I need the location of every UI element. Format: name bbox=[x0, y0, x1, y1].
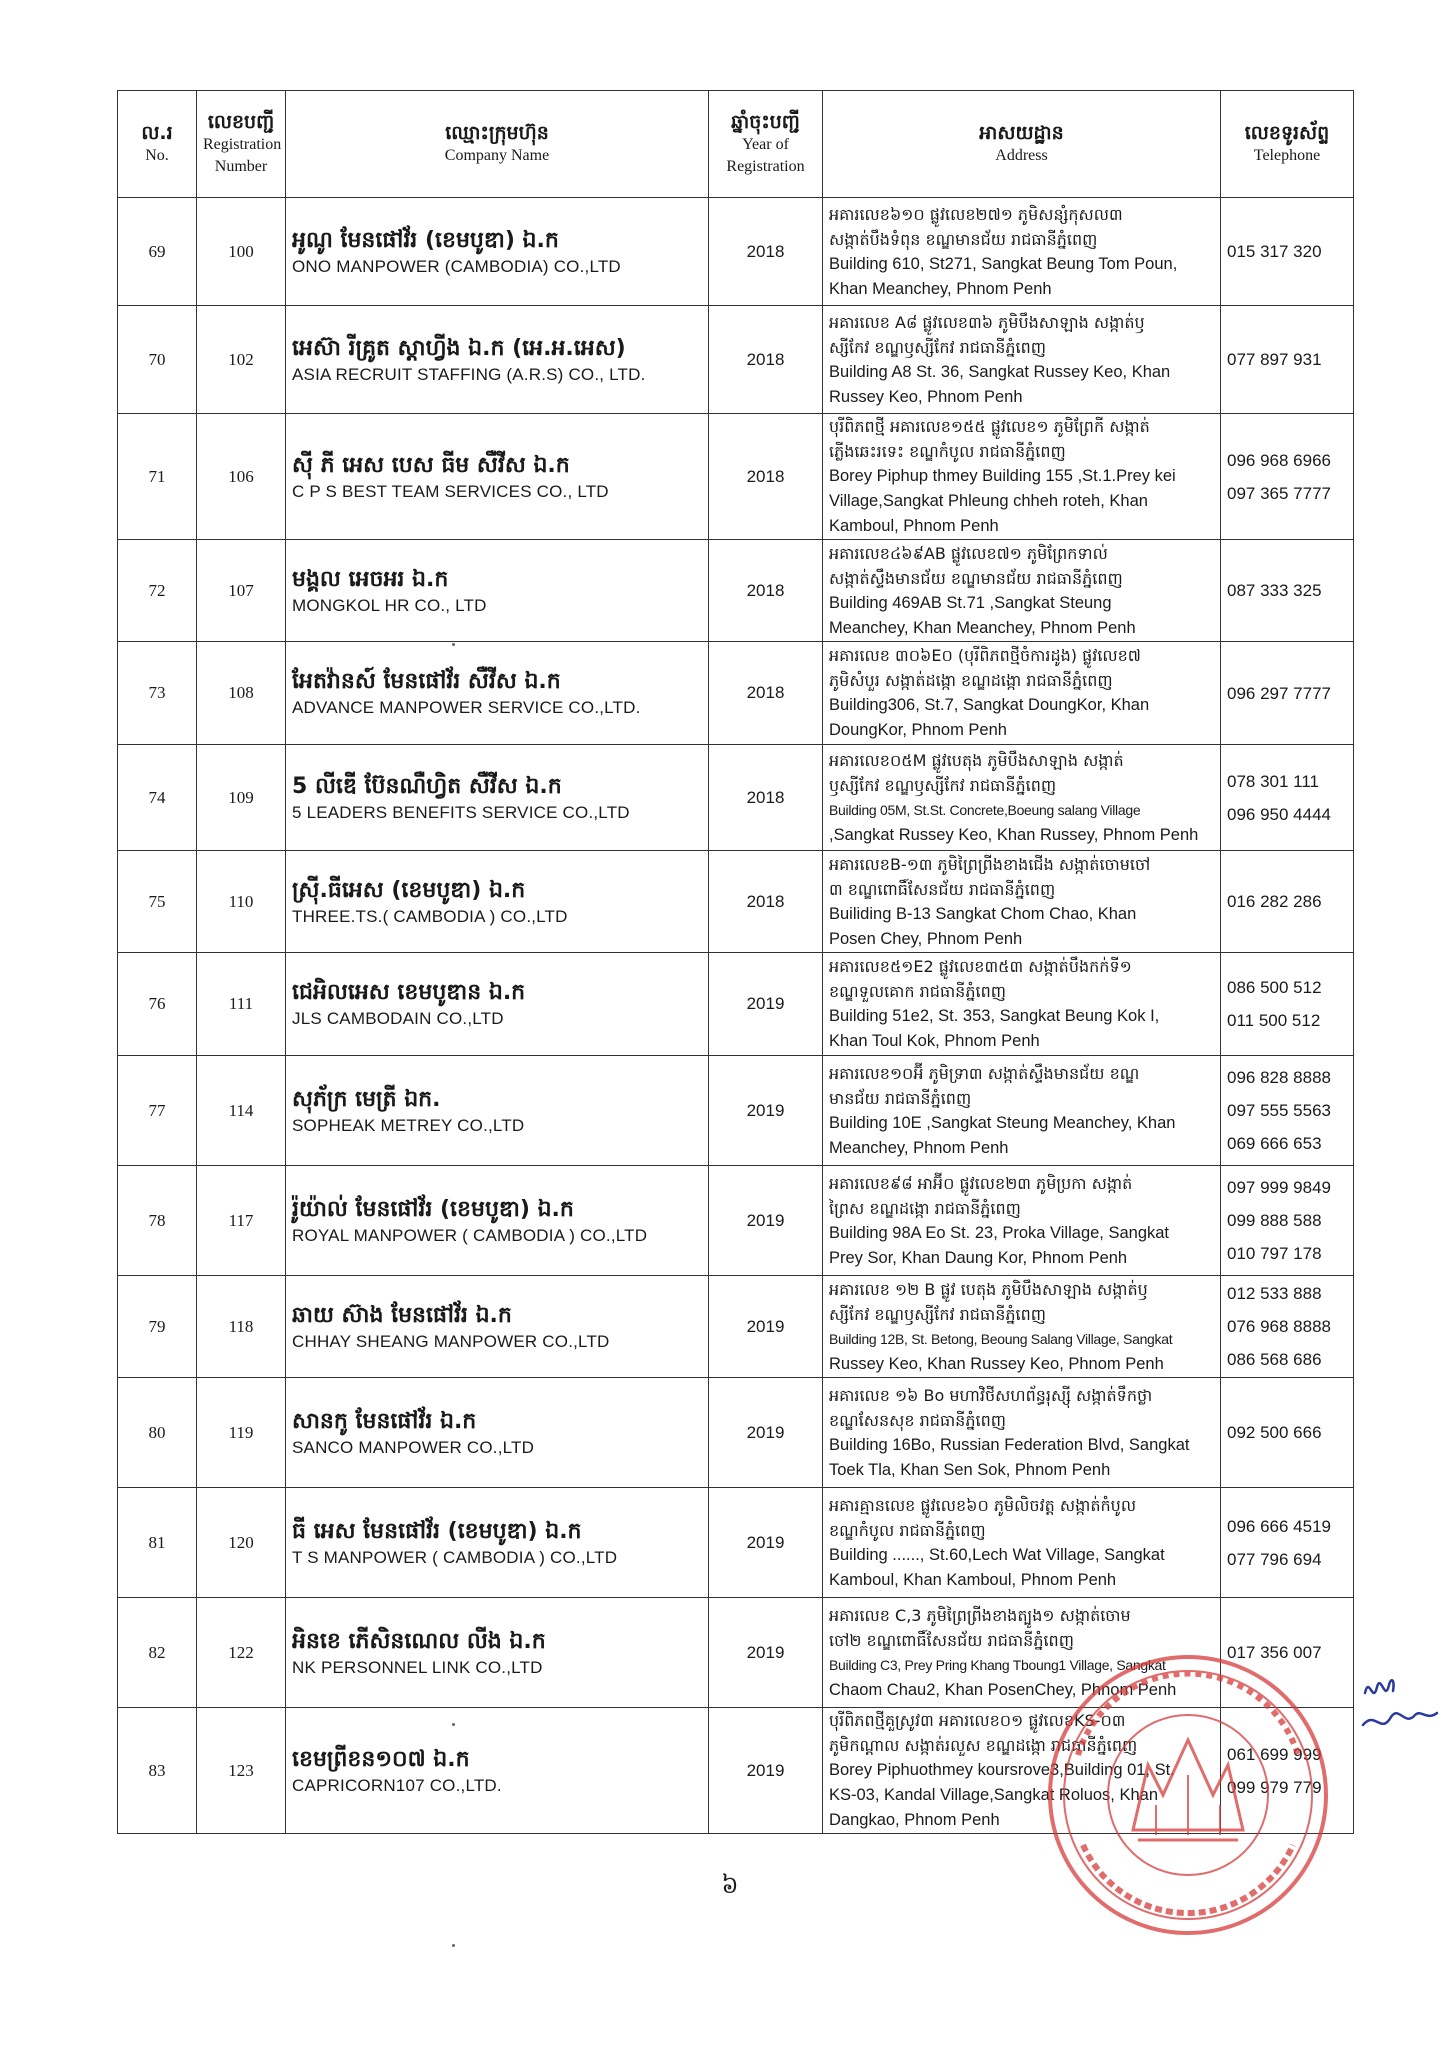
telephone-number: 011 500 512 bbox=[1227, 1011, 1321, 1030]
telephone-number: 096 950 4444 bbox=[1227, 804, 1331, 824]
address-line: Building 469AB St.71 ,Sangkat Steung bbox=[829, 593, 1112, 612]
company-name-english: THREE.TS.( CAMBODIA ) CO.,LTD bbox=[292, 906, 568, 926]
address-line: KS-03, Kandal Village,Sangkat Roluos, Khan bbox=[829, 1786, 1159, 1804]
address-cell bbox=[823, 745, 1221, 851]
telephone-cell bbox=[1221, 642, 1354, 745]
company-name-khmer: ជេអិលអេស ខេមបូឌាន ឯ.ក bbox=[292, 980, 526, 1005]
registration-year-cell: 2018 bbox=[709, 745, 823, 851]
header-registration-number: លេខបញ្ជី Registration Number bbox=[197, 91, 286, 198]
telephone-cell bbox=[1221, 1276, 1354, 1378]
company-name-khmer: ខេមព្រីខន១០៧ ឯ.ក bbox=[292, 1746, 470, 1772]
address-line: ភូមិកណ្តាល សង្កាត់រលួស ខណ្ឌដង្កោ រាជធានីភ្នំពេញ bbox=[829, 1736, 1138, 1755]
address-line: បុរីពិភពថ្មី អគារលេខ១៥៥ ផ្លូវលេខ១ ភូមិព្រែកី សង្កាត់ bbox=[829, 417, 1150, 436]
registration-year-cell: 2019 bbox=[709, 1276, 823, 1378]
company-name-khmer: អូណូ មែនផៅវ័រ (ខេមបូឌា) ឯ.ក bbox=[292, 227, 559, 253]
company-name-khmer: អិនខេ ភើសិនណេល លីង ឯ.ក bbox=[292, 1628, 546, 1654]
company-name-khmer: ស្រ៊ី.ធីអេស (ខេមបូឌា) ឯ.ក bbox=[292, 877, 526, 903]
address-cell bbox=[823, 306, 1221, 414]
handwritten-signature bbox=[1355, 1665, 1445, 1745]
address-line: Russey Keo, Phnom Penh bbox=[829, 387, 1023, 406]
telephone-number: 096 297 7777 bbox=[1227, 683, 1331, 703]
table-header-row bbox=[118, 91, 1354, 198]
registration-number-cell: 114 bbox=[197, 1056, 286, 1166]
row-number-cell: 70 bbox=[118, 306, 197, 414]
company-name-cell bbox=[286, 1056, 709, 1166]
company-name-cell bbox=[286, 1276, 709, 1378]
address-line: Khan Toul Kok, Phnom Penh bbox=[829, 1032, 1040, 1050]
telephone-number: 012 533 888 bbox=[1227, 1284, 1322, 1303]
address-line: អគារលេខ ៣០៦E០ (បុរីពិភពថ្មីចំការដូង) ផ្លូវលេខ៧ bbox=[829, 646, 1141, 665]
address-line: អគារលេខ ១៦ Bo មហាវិថីសហព័ន្ធរុស្ស៊ី សង្កាត់ទឹកថ្លា bbox=[829, 1385, 1153, 1405]
telephone-number: 078 301 111 bbox=[1227, 771, 1320, 791]
company-name-english: ONO MANPOWER (CAMBODIA) CO.,LTD bbox=[292, 256, 621, 276]
row-number-cell: 79 bbox=[118, 1276, 197, 1378]
telephone-cell bbox=[1221, 540, 1354, 642]
address-cell bbox=[823, 540, 1221, 642]
scan-speck bbox=[452, 643, 455, 646]
telephone-cell bbox=[1221, 306, 1354, 414]
registration-year-cell: 2018 bbox=[709, 198, 823, 306]
registration-number-cell: 120 bbox=[197, 1488, 286, 1598]
address-line: ,Sangkat Russey Keo, Khan Russey, Phnom Penh bbox=[829, 825, 1199, 844]
row-number-cell: 76 bbox=[118, 953, 197, 1056]
company-name-cell bbox=[286, 414, 709, 540]
header-address: អាសយដ្ឋាន Address bbox=[823, 91, 1221, 198]
telephone-cell bbox=[1221, 414, 1354, 540]
company-name-cell bbox=[286, 851, 709, 953]
row-number-cell: 80 bbox=[118, 1378, 197, 1488]
table-row bbox=[118, 414, 1354, 540]
registration-year-cell: 2018 bbox=[709, 414, 823, 540]
telephone-number: 015 317 320 bbox=[1227, 242, 1322, 261]
company-name-english: SOPHEAK METREY CO.,LTD bbox=[292, 1115, 525, 1135]
address-line: ខណ្ឌសែនសុខ រាជធានីភ្នំពេញ bbox=[829, 1410, 1006, 1430]
table-row bbox=[118, 642, 1354, 745]
telephone-number: 061 699 999 bbox=[1227, 1744, 1322, 1764]
address-line: សង្កាត់បឹងទំពុន ខណ្ឌមានជ័យ រាជធានីភ្នំពេញ bbox=[829, 229, 1098, 249]
company-name-khmer: ឆាយ ស៊ាង មែនផៅវ័រ ឯ.ក bbox=[292, 1302, 512, 1328]
address-line: Building 12B, St. Betong, Beoung Salang Village, Sangkat bbox=[829, 1330, 1173, 1347]
telephone-number: 086 500 512 bbox=[1227, 978, 1322, 997]
registration-number-cell: 108 bbox=[197, 642, 286, 745]
address-line: DoungKor, Phnom Penh bbox=[829, 721, 1007, 739]
row-number-cell: 81 bbox=[118, 1488, 197, 1598]
address-line: Building A8 St. 36, Sangkat Russey Keo, Khan bbox=[829, 362, 1171, 381]
page-number: ៦ bbox=[721, 1871, 739, 1899]
telephone-number: 077 796 694 bbox=[1227, 1549, 1322, 1569]
table-row bbox=[118, 851, 1354, 953]
address-line: Building 16Bo, Russian Federation Blvd, Sangkat bbox=[829, 1435, 1190, 1454]
address-line: Building C3, Prey Pring Khang Tboung1 Village, Sangkat bbox=[829, 1656, 1166, 1673]
address-line: Borey Piphup thmey Building 155 ,St.1.Prey kei bbox=[829, 467, 1176, 485]
telephone-cell bbox=[1221, 953, 1354, 1056]
telephone-cell bbox=[1221, 745, 1354, 851]
address-cell bbox=[823, 1378, 1221, 1488]
address-cell bbox=[823, 1488, 1221, 1598]
telephone-number: 096 968 6966 bbox=[1227, 450, 1331, 470]
address-line: សង្កាត់ស្ទឹងមានជ័យ ខណ្ឌមានជ័យ រាជធានីភ្នំពេញ bbox=[829, 568, 1123, 588]
address-line: ចៅ២ ខណ្ឌពោធិ៍សែនជ័យ រាជធានីភ្នំពេញ bbox=[829, 1630, 1074, 1650]
address-line: Meanchey, Khan Meanchey, Phnom Penh bbox=[829, 618, 1136, 637]
telephone-number: 076 968 8888 bbox=[1227, 1317, 1331, 1336]
registration-number-cell: 110 bbox=[197, 851, 286, 953]
address-line: អគារលេខB-១៣ ភូមិព្រៃព្រីងខាងជើង សង្កាត់ចោមចៅ bbox=[829, 854, 1151, 874]
address-line: ៣ ខណ្ឌពោធិ៍សែនជ័យ រាជធានីភ្នំពេញ bbox=[829, 879, 1056, 899]
row-number-cell: 72 bbox=[118, 540, 197, 642]
address-line: Village,Sangkat Phleung chheh roteh, Khan bbox=[829, 492, 1148, 510]
table-row bbox=[118, 1488, 1354, 1598]
address-line: អគារលេខ៥១E2 ផ្លូវលេខ៣៥៣ សង្កាត់បឹងកក់ទី១ bbox=[829, 957, 1132, 976]
registration-year-cell: 2019 bbox=[709, 953, 823, 1056]
company-name-khmer: អេស៊ា រីគ្រូត ស្តាហ្វីង ឯ.ក (អេ.អ.អេស) bbox=[292, 335, 626, 361]
address-line: ខណ្ឌទួលគោក រាជធានីភ្នំពេញ bbox=[829, 982, 1006, 1001]
company-name-cell bbox=[286, 953, 709, 1056]
row-number-cell: 69 bbox=[118, 198, 197, 306]
address-line: អគារលេខ ១២ B ផ្លូវ បេតុង ភូមិបឹងសាឡាង សង្កាត់ឫ bbox=[829, 1279, 1148, 1299]
address-line: អគារលេខ៩៨ អាអ៊ី០ ផ្លូវលេខ២៣ ភូមិប្រកា សង្កាត់ bbox=[829, 1173, 1133, 1193]
company-name-english: ROYAL MANPOWER ( CAMBODIA ) CO.,LTD bbox=[292, 1225, 648, 1245]
address-cell bbox=[823, 851, 1221, 953]
address-cell bbox=[823, 198, 1221, 306]
scan-speck bbox=[452, 1944, 455, 1947]
registration-number-cell: 107 bbox=[197, 540, 286, 642]
registration-year-cell: 2019 bbox=[709, 1598, 823, 1708]
company-name-english: MONGKOL HR CO., LTD bbox=[292, 595, 487, 615]
address-line: ឫស្សីកែវ ខណ្ឌឫស្សីកែវ រាជធានីភ្នំពេញ bbox=[829, 775, 1057, 795]
table-row bbox=[118, 745, 1354, 851]
registration-number-cell: 123 bbox=[197, 1708, 286, 1834]
address-line: Borey Piphuothmey koursrove3,Building 01, St. bbox=[829, 1761, 1175, 1779]
registration-number-cell: 111 bbox=[197, 953, 286, 1056]
registration-number-cell: 102 bbox=[197, 306, 286, 414]
address-line: Building 98A Eo St. 23, Proka Village, Sangkat bbox=[829, 1223, 1170, 1242]
telephone-number: 069 666 653 bbox=[1227, 1134, 1322, 1153]
company-name-khmer: សុភ័ក្រ មេត្រី ឯក. bbox=[292, 1086, 441, 1112]
row-number-cell: 77 bbox=[118, 1056, 197, 1166]
address-line: Building 51e2, St. 353, Sangkat Beung Kok I, bbox=[829, 1007, 1160, 1025]
address-line: Building 10E ,Sangkat Steung Meanchey, Khan bbox=[829, 1113, 1176, 1132]
address-line: អគារលេខ០៥M ផ្លូវបេតុង ភូមិបឹងសាឡាង សង្កាត់ bbox=[829, 750, 1124, 770]
company-name-english: NK PERSONNEL LINK CO.,LTD bbox=[292, 1657, 543, 1677]
address-line: ស្សីកែវ ខណ្ឌឫស្សីកែវ រាជធានីភ្នំពេញ bbox=[829, 1304, 1046, 1324]
company-name-english: ADVANCE MANPOWER SERVICE CO.,LTD. bbox=[292, 698, 641, 717]
address-cell bbox=[823, 414, 1221, 540]
company-name-english: ASIA RECRUIT STAFFING (A.R.S) CO., LTD. bbox=[292, 364, 646, 384]
registration-number-cell: 100 bbox=[197, 198, 286, 306]
address-line: Toek Tla, Khan Sen Sok, Phnom Penh bbox=[829, 1460, 1111, 1479]
address-line: Chaom Chau2, Khan PosenChey, Phnom Penh bbox=[829, 1680, 1177, 1699]
row-number-cell: 75 bbox=[118, 851, 197, 953]
registration-year-cell: 2019 bbox=[709, 1708, 823, 1834]
row-number-cell: 83 bbox=[118, 1708, 197, 1834]
header-year-of-registration: ឆ្នាំចុះបញ្ជី Year of Registration bbox=[709, 91, 823, 198]
address-line: ភ្លើងឆេះរទេះ ខណ្ឌកំបូល រាជធានីភ្នំពេញ bbox=[829, 442, 1066, 461]
telephone-cell bbox=[1221, 1056, 1354, 1166]
address-line: ខណ្ឌកំបូល រាជធានីភ្នំពេញ bbox=[829, 1520, 986, 1540]
telephone-number: 097 555 5563 bbox=[1227, 1101, 1331, 1120]
telephone-number: 016 282 286 bbox=[1227, 892, 1322, 911]
address-line: Russey Keo, Khan Russey Keo, Phnom Penh bbox=[829, 1354, 1164, 1373]
company-name-khmer: សានកូ មែនផៅវ័រ ឯ.ក bbox=[292, 1408, 477, 1434]
company-name-cell bbox=[286, 642, 709, 745]
registration-table bbox=[117, 90, 1354, 1834]
telephone-number: 077 897 931 bbox=[1227, 350, 1322, 369]
address-line: បុរីពិភពថ្មីគួស្រូវ៣ អគារលេខ០១ ផ្លូវលេខKS-០៣ bbox=[829, 1711, 1126, 1730]
telephone-cell bbox=[1221, 1166, 1354, 1276]
telephone-cell bbox=[1221, 1488, 1354, 1598]
company-name-english: CAPRICORN107 CO.,LTD. bbox=[292, 1775, 502, 1795]
telephone-number: 097 999 9849 bbox=[1227, 1178, 1331, 1197]
telephone-number: 096 666 4519 bbox=[1227, 1516, 1331, 1536]
address-line: អគារលេខ A៨ ផ្លូវលេខ៣៦ ភូមិបឹងសាឡាង សង្កាត់ឫ bbox=[829, 312, 1145, 332]
table-row bbox=[118, 1166, 1354, 1276]
address-line: មានជ័យ រាជធានីភ្នំពេញ bbox=[829, 1088, 972, 1108]
company-name-english: SANCO MANPOWER CO.,LTD bbox=[292, 1437, 535, 1457]
header-company-name: ឈ្មោះក្រុមហ៊ុន Company Name bbox=[286, 91, 709, 198]
company-name-khmer: អែតវ៉ានស៍ មែនផៅវ័រ សឺវីស ឯ.ក bbox=[292, 669, 561, 694]
address-line: ព្រៃស ខណ្ឌដង្កោ រាជធានីភ្នំពេញ bbox=[829, 1198, 1021, 1218]
company-name-cell bbox=[286, 306, 709, 414]
header-telephone: លេខទូរស័ព្ទ Telephone bbox=[1221, 91, 1354, 198]
registration-year-cell: 2019 bbox=[709, 1378, 823, 1488]
telephone-cell bbox=[1221, 198, 1354, 306]
address-line: Builiding B-13 Sangkat Chom Chao, Khan bbox=[829, 904, 1137, 923]
telephone-number: 099 979 779 bbox=[1227, 1777, 1322, 1797]
row-number-cell: 82 bbox=[118, 1598, 197, 1708]
address-line: Building306, St.7, Sangkat DoungKor, Khan bbox=[829, 696, 1150, 714]
company-name-khmer: ធី អេស មែនផៅវ័រ (ខេមបូឌា) ឯ.ក bbox=[292, 1518, 582, 1544]
company-name-english: T S MANPOWER ( CAMBODIA ) CO.,LTD bbox=[292, 1547, 618, 1567]
telephone-cell bbox=[1221, 1378, 1354, 1488]
table-row bbox=[118, 540, 1354, 642]
table-row bbox=[118, 953, 1354, 1056]
address-cell bbox=[823, 642, 1221, 745]
row-number-cell: 74 bbox=[118, 745, 197, 851]
registration-year-cell: 2018 bbox=[709, 642, 823, 745]
registration-number-cell: 119 bbox=[197, 1378, 286, 1488]
table-row bbox=[118, 1378, 1354, 1488]
company-name-english: 5 LEADERS BENEFITS SERVICE CO.,LTD bbox=[292, 802, 630, 822]
row-number-cell: 71 bbox=[118, 414, 197, 540]
address-line: Building 05M, St.St. Concrete,Boeung salang Village bbox=[829, 801, 1141, 818]
scan-speck bbox=[452, 1723, 455, 1726]
telephone-number: 017 356 007 bbox=[1227, 1643, 1322, 1662]
address-line: អគារលេខ C,3 ភូមិព្រៃព្រីងខាងត្បូង១ សង្កាត់ចោម bbox=[829, 1605, 1131, 1625]
telephone-number: 087 333 325 bbox=[1227, 581, 1322, 600]
header-no: ល.រ No. bbox=[118, 91, 197, 198]
address-line: Kamboul, Khan Kamboul, Phnom Penh bbox=[829, 1570, 1117, 1589]
company-name-cell bbox=[286, 1708, 709, 1834]
address-line: ភូមិសំបួរ សង្កាត់ដង្កោ ខណ្ឌដង្កោ រាជធានីភ្នំពេញ bbox=[829, 671, 1113, 690]
registration-year-cell: 2018 bbox=[709, 306, 823, 414]
table-row bbox=[118, 306, 1354, 414]
address-line: Prey Sor, Khan Daung Kor, Phnom Penh bbox=[829, 1248, 1128, 1267]
address-line: Kamboul, Phnom Penh bbox=[829, 517, 999, 535]
registration-year-cell: 2019 bbox=[709, 1488, 823, 1598]
address-line: ស្សីកែវ ខណ្ឌឫស្សីកែវ រាជធានីភ្នំពេញ bbox=[829, 337, 1046, 357]
address-line: អគារលេខ១០អ៊ី ភូមិទ្រា៣ សង្កាត់ស្ទឹងមានជ័យ ខណ្ឌ bbox=[829, 1063, 1140, 1083]
telephone-number: 092 500 666 bbox=[1227, 1423, 1322, 1442]
company-name-cell bbox=[286, 198, 709, 306]
telephone-number: 086 568 686 bbox=[1227, 1350, 1322, 1369]
address-cell bbox=[823, 1276, 1221, 1378]
registration-year-cell: 2019 bbox=[709, 1056, 823, 1166]
registration-number-cell: 122 bbox=[197, 1598, 286, 1708]
address-line: Khan Meanchey, Phnom Penh bbox=[829, 279, 1052, 298]
address-line: អគារលេខ៦១០ ផ្លូវលេខ២៧១ ភូមិសន្សំកុសល៣ bbox=[829, 204, 1123, 224]
registration-number-cell: 118 bbox=[197, 1276, 286, 1378]
company-name-english: C P S BEST TEAM SERVICES CO., LTD bbox=[292, 481, 609, 501]
telephone-cell bbox=[1221, 851, 1354, 953]
address-cell bbox=[823, 1056, 1221, 1166]
company-name-khmer: មង្គល អេចអរ ឯ.ក bbox=[292, 566, 449, 592]
telephone-number: 096 828 8888 bbox=[1227, 1068, 1331, 1087]
address-line: Posen Chey, Phnom Penh bbox=[829, 929, 1023, 948]
company-name-cell bbox=[286, 1488, 709, 1598]
company-name-english: JLS CAMBODAIN CO.,LTD bbox=[292, 1009, 504, 1028]
company-name-cell bbox=[286, 1166, 709, 1276]
company-name-cell bbox=[286, 1378, 709, 1488]
address-line: Building 610, St271, Sangkat Beung Tom Poun, bbox=[829, 254, 1178, 273]
company-name-cell bbox=[286, 745, 709, 851]
row-number-cell: 78 bbox=[118, 1166, 197, 1276]
address-line: អគារគ្មានលេខ ផ្លូវលេខ៦០ ភូមិលិចវត្ត សង្កាត់កំបូល bbox=[829, 1495, 1137, 1515]
address-line: Building ......, St.60,Lech Wat Village, Sangkat bbox=[829, 1545, 1165, 1564]
address-line: អគារលេខ៤៦៩AB ផ្លូវលេខ៧១ ភូមិព្រែកទាល់ bbox=[829, 543, 1108, 563]
registration-year-cell: 2018 bbox=[709, 540, 823, 642]
company-name-khmer: ស៊ី ភី អេស បេស ធីម សឺវីស ឯ.ក bbox=[292, 452, 570, 478]
registration-number-cell: 106 bbox=[197, 414, 286, 540]
company-name-english: CHHAY SHEANG MANPOWER CO.,LTD bbox=[292, 1331, 610, 1351]
company-name-khmer: រ៉ូយ៉ាល់ មែនផៅវ័រ (ខេមបូឌា) ឯ.ក bbox=[292, 1196, 574, 1222]
registration-number-cell: 109 bbox=[197, 745, 286, 851]
telephone-number: 099 888 588 bbox=[1227, 1211, 1322, 1230]
address-line: Dangkao, Phnom Penh bbox=[829, 1811, 1000, 1829]
table-row bbox=[118, 1056, 1354, 1166]
company-name-cell bbox=[286, 540, 709, 642]
official-seal-stamp bbox=[1038, 1645, 1338, 1945]
table-row bbox=[118, 1276, 1354, 1378]
address-cell bbox=[823, 953, 1221, 1056]
telephone-number: 010 797 178 bbox=[1227, 1244, 1322, 1263]
registration-number-cell: 117 bbox=[197, 1166, 286, 1276]
address-cell bbox=[823, 1166, 1221, 1276]
telephone-number: 097 365 7777 bbox=[1227, 483, 1331, 503]
company-name-cell bbox=[286, 1598, 709, 1708]
registration-year-cell: 2019 bbox=[709, 1166, 823, 1276]
company-name-khmer: 5 លីឌើ ប៊ែនណឺហ្វិត សឺវីស ឯ.ក bbox=[292, 773, 562, 799]
address-line: Meanchey, Phnom Penh bbox=[829, 1138, 1009, 1157]
table-row bbox=[118, 198, 1354, 306]
row-number-cell: 73 bbox=[118, 642, 197, 745]
registration-year-cell: 2018 bbox=[709, 851, 823, 953]
